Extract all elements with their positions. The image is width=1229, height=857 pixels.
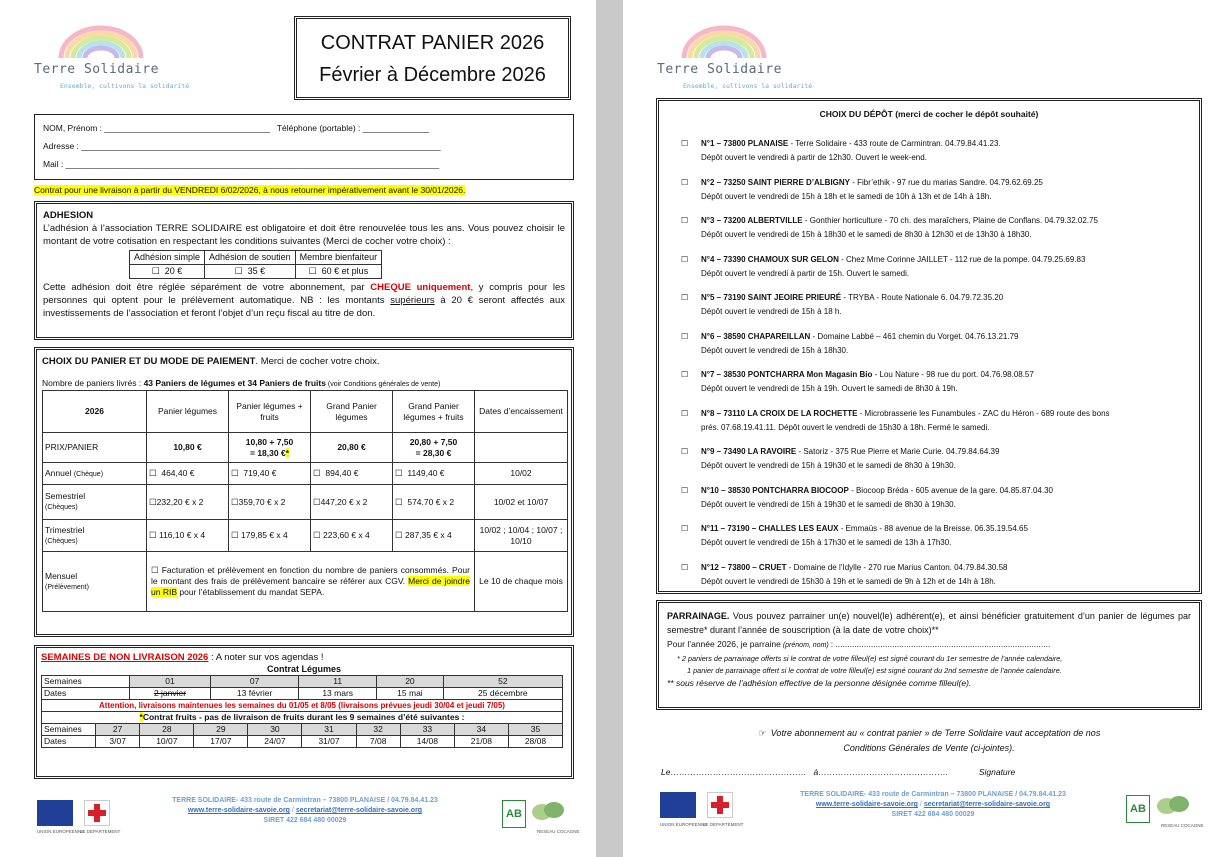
depot-title-line	[701, 484, 1053, 498]
depot-option[interactable]	[681, 445, 1000, 473]
rib-text: Merci de joindre un RIB	[151, 576, 470, 597]
adhesion-price: 35 €	[247, 266, 266, 276]
price-cell: 20,80 €	[311, 433, 393, 463]
parrainage-note2: 1 panier de parrainage offert si le contrat de votre filleul(e) est signé courant du 2nd semestre de l’année calendaire.	[687, 666, 1062, 675]
footer-address: TERRE SOLIDAIRE- 433 route de Carmintran – 73800 PLANAISE / 04.79.84.41.23	[800, 791, 1066, 798]
checkbox-icon[interactable]: ☐	[681, 177, 689, 187]
text-part: (voir Conditions générales de vente)	[325, 381, 441, 388]
depot-title-line	[701, 445, 999, 459]
depot-title: N°11 – 73190 – CHALLES LES EAUX	[701, 524, 839, 533]
date-cell: 3/07	[96, 736, 140, 748]
depot-detail: - Fibr’ethik - 97 rue du marias Sandre. 04.79.62.69.25	[850, 177, 1043, 187]
rainbow-icon	[56, 24, 146, 60]
date-cell: 21/08	[454, 736, 508, 748]
identity-box	[34, 114, 574, 180]
option-cell[interactable]: ☐ 574.70 € x 2	[393, 485, 475, 520]
week-cell: 28	[140, 724, 194, 736]
row-label	[43, 552, 147, 612]
cocagne-caption: RESEAU COCAGNE	[1161, 823, 1204, 828]
col-header: Panier légumes + fruits	[229, 391, 311, 433]
depot-option[interactable]	[681, 368, 1034, 396]
footer-links	[763, 800, 1103, 810]
leaf-icon	[530, 798, 566, 828]
depot-option[interactable]	[681, 137, 1001, 165]
email-link[interactable]: secretariat@terre-solidaire-savoie.org	[923, 801, 1051, 808]
ab-bio-logo: AB	[1126, 795, 1150, 823]
cocagne-logo	[1155, 792, 1191, 822]
text-part: pour l’établissement du mandat SEPA.	[177, 587, 325, 597]
checkbox-icon[interactable]: ☐	[681, 524, 689, 533]
depot-hours: Dépôt ouvert le vendredi de 15h30 à 19h et le samedi de 9h à 12h et de 14h à 18h.	[701, 576, 996, 586]
text-part: 232,20 € x 2	[156, 496, 204, 507]
text-part: Mensuel	[45, 570, 78, 581]
acceptance-line2: Conditions Générales de Vente (ci-jointes).	[843, 743, 1015, 753]
adhesion-payment-text	[43, 281, 565, 320]
depot-option[interactable]	[681, 291, 1004, 319]
adhesion-price: 60 € et plus	[321, 266, 369, 276]
option-cell[interactable]: ☐ 464,40 €	[147, 463, 229, 485]
date-cell: 13 février	[211, 688, 299, 700]
text-part: Annuel	[45, 467, 72, 478]
text-part: 43 Paniers de légumes et 34 Paniers de fruits	[143, 378, 326, 388]
text-part: 359,70 € x 2	[238, 496, 286, 507]
depot-option[interactable]	[681, 253, 1086, 281]
depot-hours: Dépôt ouvert le vendredi de 15h à 19h. Ouvert le samedi de 8h30 à 19h.	[701, 384, 958, 393]
row-label: Semaines	[42, 724, 96, 736]
depot-detail: - Lou Nature - 98 rue du port. 04.76.98.08.57	[872, 370, 1034, 379]
depot-title: N°6 – 38590 CHAPAREILLAN	[701, 331, 811, 341]
savoie-department-logo	[707, 792, 733, 818]
option-cell[interactable]: ☐ 179,85 € x 4	[229, 520, 311, 552]
non-delivery-heading	[41, 652, 567, 663]
veg-weeks-table	[41, 675, 563, 724]
adhesion-option-bienfaiteur[interactable]	[295, 265, 382, 279]
adhesion-box	[34, 201, 574, 340]
checkbox-icon[interactable]: ☐	[681, 447, 689, 456]
adhesion-options-table	[129, 250, 382, 279]
date-cell: 13 mars	[299, 688, 377, 700]
adhesion-heading: ADHESION	[43, 210, 94, 221]
row-label	[43, 463, 147, 485]
text-part: 20,80 + 7,50	[409, 436, 458, 447]
checkbox-icon[interactable]: ☐	[681, 254, 689, 264]
depot-detail: - Domaine Labbé – 461 chemin du Vorget. 04.76.13.21.79	[810, 331, 1019, 341]
week-cell: 32	[356, 724, 400, 736]
depot-hours: Dépôt ouvert le vendredi de 15h à 18 h.	[701, 307, 842, 316]
fruit-title-row	[42, 712, 563, 724]
depot-title: N°3 – 73200 ALBERTVILLE	[701, 216, 803, 225]
checkbox-icon[interactable]: ☐	[151, 266, 160, 276]
left-page	[0, 0, 596, 857]
veg-title: Contrat Légumes	[266, 664, 341, 674]
footer-links	[140, 806, 470, 816]
col-header: Grand Panier légumes	[311, 391, 393, 433]
week-cell: 29	[194, 724, 248, 736]
footer-siret: SIRET 422 684 480 00029	[891, 811, 975, 818]
text-part: (Chèques)	[45, 504, 78, 511]
text-part: 10,80 + 7,50	[245, 436, 294, 447]
option-cell[interactable]: ☐ 894,40 €	[311, 463, 393, 485]
depot-title: N°7 – 38530 PONTCHARRA Mon Magasin Bio	[701, 370, 873, 379]
depot-hours: Dépôt ouvert le vendredi de 15h à 18h et le samedi de 10h à 13h et de 14h à 18h.	[701, 191, 992, 201]
date-cell: 10/07	[140, 736, 194, 748]
contract-title: CONTRAT PANIER 2026	[320, 32, 545, 54]
text-part: (Prélèvement)	[45, 583, 89, 591]
option-cell[interactable]: ☐359,70 € x 2	[229, 485, 311, 520]
parrainage-text	[667, 609, 1191, 637]
text-part: /	[289, 807, 296, 814]
week-cell: 01	[130, 676, 211, 688]
date-cell: 31/07	[302, 736, 356, 748]
dates-cell: Le 10 de chaque mois	[475, 552, 568, 612]
adhesion-option-label: Adhésion de soutien	[205, 251, 296, 265]
checkbox-icon[interactable]: ☐	[681, 293, 689, 302]
row-label: Semaines	[42, 676, 130, 688]
depot-title-line	[701, 330, 1018, 344]
text-part: Contrat fruits - pas de livraison de fruits durant les 9 semaines d’été suivantes :	[142, 712, 465, 722]
price-cell: 10,80 €	[147, 433, 229, 463]
row-label	[43, 485, 147, 520]
depot-title: N°4 – 73390 CHAMOUX SUR GELON	[701, 254, 839, 264]
week-cell: 52	[443, 676, 562, 688]
cocagne-caption: RESEAU COCAGNE	[537, 829, 580, 834]
acceptance-text	[656, 726, 1202, 756]
depot-title-line	[701, 253, 1085, 267]
terre-solidaire-logo	[653, 24, 813, 94]
checkbox-icon[interactable]: ☐	[681, 408, 689, 418]
week-cell: 07	[211, 676, 299, 688]
depot-option[interactable]	[681, 407, 1110, 435]
footer-left	[140, 796, 470, 826]
payment-box	[34, 347, 574, 637]
depot-detail: - Gonthier horticulture - 70 ch. des maraîchers, Plaine de Conflans. 04.79.32.02.75	[802, 216, 1098, 225]
depot-hours: Dépôt ouvert le vendredi de 15h à 19h30 et le samedi de 8h30 à 19h30.	[701, 499, 956, 509]
depot-detail: - Emmaüs - 88 avenue de la Breisse. 06.35.19.54.65	[838, 524, 1028, 533]
date-cell: 2 janvier	[130, 688, 211, 700]
text-part: supérieurs	[390, 295, 435, 306]
week-cell: 11	[299, 676, 377, 688]
week-cell: 35	[508, 724, 562, 736]
adhesion-option-simple[interactable]	[130, 265, 205, 279]
depot-detail: - Chez Mme Corinne JAILLET - 112 rue de la pompe. 04.79.25.69.83	[838, 254, 1086, 264]
col-header-year: 2026	[43, 391, 147, 433]
adhesion-text: L’adhésion à l’association TERRE SOLIDAIRE est obligatoire et doit être renouvelée tous les ans. Vous pouvez choisir le montant de votre cotisation en respectant les conditions suivantes (Merci de cocher votre choix) :	[43, 223, 565, 247]
text-part: : A noter sur vos agendas !	[208, 652, 324, 663]
text-part: SEMAINES DE NON LIVRAISON 2026	[41, 652, 209, 663]
depot-option[interactable]	[681, 561, 1008, 589]
checkbox-icon[interactable]: ☐	[681, 331, 689, 341]
footer-right	[763, 790, 1103, 820]
depot-title-line	[701, 137, 1001, 151]
eu-flag-logo	[37, 800, 73, 826]
depot-title: N°12 – 73800 – CRUET	[701, 562, 787, 572]
dates-cell: 10/02 et 10/07	[475, 485, 568, 520]
depot-title-line	[701, 368, 1034, 382]
col-header: Panier légumes	[147, 391, 229, 433]
depot-detail: - TRYBA - Route Nationale 6. 04.79.72.35.20	[841, 293, 1004, 302]
checkbox-icon[interactable]: ☐	[308, 266, 317, 276]
parrainage-note1: * 2 paniers de parrainage offerts si le contrat de votre filleul(e) est signé courant du 1er semestre de l’année calendaire,	[677, 654, 1063, 663]
depot-detail: - Domaine de l’Idylle - 270 rue Marius Canton. 04.79.84.30.58	[786, 562, 1008, 572]
depot-hours: Dépôt ouvert le vendredi de 15h à 19h30 et le samedi de 8h30 à 19h30.	[701, 461, 956, 470]
dates-cell: 10/02 ; 10/04 ; 10/07 ; 10/10	[475, 520, 568, 552]
empty-cell	[475, 433, 568, 463]
checkbox-icon[interactable]: ☐	[681, 216, 689, 225]
text-part: à 20 € seront affectés aux investissements de l’association et feront l’objet d’un reçu fiscal au titre de don.	[43, 295, 565, 319]
text-part: = 18,30 €	[250, 447, 286, 458]
text-part: (Chèques)	[45, 537, 78, 545]
text-part: /	[917, 801, 924, 808]
col-header: Grand Panier légumes + fruits	[393, 391, 475, 433]
mail-field[interactable]: Mail : _______________________________________________________________________________	[43, 159, 440, 169]
text-part: (Chèque)	[73, 470, 104, 478]
brand-tagline: Ensemble, cultivons la solidarité	[60, 82, 190, 90]
dates-cell: 10/02	[475, 463, 568, 485]
option-cell[interactable]: ☐ 719,40 €	[229, 463, 311, 485]
terre-solidaire-logo	[30, 24, 190, 94]
website-link[interactable]: www.terre-solidaire-savoie.org	[187, 807, 290, 814]
depot-hours: Dépôt ouvert le vendredi de 15h à 18h30.	[701, 345, 849, 355]
depot-hours: Dépôt ouvert le vendredi de 15h à 17h30 et le samedi de 13h à 17h30.	[701, 538, 952, 547]
adhesion-option-label: Membre bienfaiteur	[295, 251, 382, 265]
contract-notice: Contrat pour une livraison à partir du VENDREDI 6/02/2026, à nous retourner impérativement avant le 30/01/2026.	[34, 185, 466, 195]
parrainage-box	[656, 600, 1202, 710]
depot-title-line	[701, 522, 1028, 536]
depots-heading: CHOIX DU DÉPÔT (merci de cocher le dépôt souhaité)	[819, 109, 1039, 119]
payment-table	[42, 390, 568, 612]
non-delivery-box	[34, 645, 574, 779]
checkbox-icon[interactable]: ☐	[681, 139, 689, 148]
depot-title: N°9 – 73490 LA RAVOIRE	[701, 447, 797, 456]
signature-line[interactable]: Le………………………………………… à………………………………………. Signature	[661, 767, 1016, 777]
email-link[interactable]: secretariat@terre-solidaire-savoie.org	[295, 807, 423, 814]
text-part: 894,40 €	[325, 468, 359, 478]
price-cell	[393, 433, 475, 463]
option-cell[interactable]: ☐447,20 € x 2	[311, 485, 393, 520]
week-cell: 27	[96, 724, 140, 736]
adhesion-price: 20 €	[164, 266, 183, 276]
acceptance-line1	[656, 726, 1202, 741]
depot-option[interactable]	[681, 330, 1019, 358]
text-part: 287,35 € x 4	[404, 530, 452, 540]
text-part: : ...........................................................................................	[830, 639, 1051, 649]
row-label: Dates	[42, 688, 130, 700]
eu-caption: UNION EUROPEENNE	[660, 822, 708, 827]
checkbox-icon[interactable]: ☐	[681, 562, 689, 572]
week-cell: 30	[248, 724, 302, 736]
cheque-only-text: CHEQUE uniquement	[370, 282, 471, 293]
footer-address: TERRE SOLIDAIRE- 433 route de Carmintran – 73800 PLANAISE / 04.79.84.41.23	[172, 797, 438, 804]
depot-hours: Dépôt ouvert le vendredi à partir de 15h. Ouvert le samedi.	[701, 268, 910, 278]
eu-caption: UNION EUROPEENNE	[37, 829, 85, 834]
week-cell: 34	[454, 724, 508, 736]
depot-title-line	[701, 214, 1098, 228]
basket-count	[42, 378, 566, 388]
checkbox-icon[interactable]: ☐	[681, 370, 689, 379]
date-cell: 15 mai	[377, 688, 444, 700]
text-part: 574.70 € x 2	[407, 496, 455, 507]
right-page	[623, 0, 1229, 857]
name-phone-field[interactable]: NOM, Prénom : ___________________________________ Téléphone (portable) : ______________	[43, 123, 429, 133]
text-part: Pour l’année 2026, je parraine	[667, 639, 781, 649]
depot-option[interactable]	[681, 522, 1028, 550]
depot-option[interactable]	[681, 176, 1043, 204]
address-field[interactable]: Adresse : ____________________________________________________________________________	[43, 141, 441, 151]
depot-title-line	[701, 407, 1110, 421]
option-cell[interactable]: ☐ 223,60 € x 4	[311, 520, 393, 552]
depot-option[interactable]	[681, 214, 1098, 242]
adhesion-option-label: Adhésion simple	[130, 251, 205, 265]
depot-hours: prés. 07.68.19.41.11. Dépôt ouvert le vendredi de 15h30 à 18h. Fermé le samedi.	[701, 422, 990, 432]
savoie-department-logo	[84, 800, 110, 826]
depot-detail: - Satoriz - 375 Rue Pierre et Marie Curie. 04.79.84.64.39	[796, 447, 1000, 456]
leaf-icon	[1155, 792, 1191, 822]
checkbox-icon[interactable]: ☐	[681, 485, 689, 495]
depot-hours: Dépôt ouvert le vendredi de 15h à 18h30 et le samedi de 8h30 à 12h30 et de 13h30 à 18h30.	[701, 230, 1032, 239]
depot-title-line	[701, 561, 1007, 575]
date-cell: 17/07	[194, 736, 248, 748]
text-part: 447,20 € x 2	[320, 496, 368, 507]
text-part: Semestriel	[45, 491, 86, 501]
row-label-price: PRIX/PANIER	[43, 433, 147, 463]
date-cell: 24/07	[248, 736, 302, 748]
week-cell: 31	[302, 724, 356, 736]
row-label: Dates	[42, 736, 96, 748]
text-part: Trimestriel	[45, 524, 85, 535]
text-part: Cette adhésion doit être réglée séparément de votre abonnement, par	[43, 282, 371, 293]
eu-flag-logo	[660, 792, 696, 818]
depot-title: N°1 – 73800 PLANAISE	[701, 139, 789, 148]
option-cell[interactable]: ☐ 1149,40 €	[393, 463, 475, 485]
text-part: 223,60 € x 4	[322, 530, 370, 540]
depot-title-line	[701, 291, 1003, 305]
savoie-caption: LE DEPARTEMENT	[703, 822, 744, 827]
mensuel-option-cell[interactable]: ☐ Facturation et prélèvement en fonction du nombre de paniers consommés. Pour le montant des frais de prélèvement bancaire se référer aux CGV. Merci de joindre un RIB pour l’établissement du mandat SEPA.	[147, 552, 475, 612]
fruit-weeks-table	[41, 723, 563, 748]
text-part: Votre abonnement au « contrat panier » de Terre Solidaire vaut acceptation de nos	[770, 728, 1101, 738]
depot-detail: - Microbrasserie les Funambules - ZAC du Héron - 689 route des bons	[857, 408, 1110, 418]
savoie-caption: LE DEPARTEMENT	[80, 829, 121, 834]
depot-hours: Dépôt ouvert le vendredi à partir de 12h30. Ouvert le week-end.	[701, 153, 927, 162]
text-part: 179,85 € x 4	[240, 530, 288, 540]
parrainage-note3: ** sous réserve de l’adhésion effective de la personne désignée comme filleul(e).	[667, 678, 972, 688]
depot-title: N°2 – 73250 SAINT PIERRE D’ALBIGNY	[701, 177, 851, 187]
week-cell: 20	[377, 676, 444, 688]
footer-siret: SIRET 422 684 480 00029	[263, 817, 347, 824]
text-part: PARRAINAGE.	[667, 611, 730, 621]
text-part: 719,40 €	[243, 468, 277, 478]
cocagne-logo	[530, 798, 566, 828]
text-part: = 28,30 €	[415, 447, 452, 458]
depot-detail: - Terre Solidaire - 433 route de Carmintran. 04.79.84.41.23.	[788, 139, 1001, 148]
date-cell: 25 décembre	[443, 688, 562, 700]
text-part: Nombre de paniers livrés :	[42, 378, 144, 388]
contract-title-box	[294, 16, 571, 100]
price-cell	[229, 433, 311, 463]
payment-heading-suffix: . Merci de cocher votre choix.	[255, 356, 380, 367]
hand-pointer-icon: ☞	[757, 728, 766, 738]
text-part: *	[285, 447, 289, 458]
adhesion-option-soutien[interactable]	[205, 265, 296, 279]
depots-box	[656, 98, 1202, 594]
text-part: 116,10 € x 4	[158, 530, 206, 540]
col-header: Dates d’encaissement	[475, 391, 568, 433]
text-part: 1149,40 €	[407, 468, 445, 478]
attention-row: Attention, livraisons maintenues les semaines du 01/05 et 8/05 (livraisons prévues jeudi 30/04 et jeudi 7/05)	[42, 700, 563, 712]
payment-heading	[42, 356, 566, 367]
brand-name: Terre Solidaire	[657, 62, 782, 77]
text-part: Facturation et prélèvement en fonction du nombre de paniers consommés. Pour le montant des frais de prélèvement bancaire se référer aux CGV.	[151, 565, 470, 586]
depot-option[interactable]	[681, 484, 1053, 512]
option-cell[interactable]: ☐232,20 € x 2	[147, 485, 229, 520]
brand-tagline: Ensemble, cultivons la solidarité	[683, 82, 813, 90]
text-part: (prénom, nom)	[780, 642, 831, 649]
parrainage-field[interactable]	[667, 637, 1191, 653]
payment-heading-bold: CHOIX DU PANIER ET DU MODE DE PAIEMENT	[42, 356, 256, 367]
date-cell: 28/08	[508, 736, 562, 748]
contract-period: Février à Décembre 2026	[319, 64, 546, 86]
text-part: , y compris pour les personnes qui optent pour le prélèvement automatique. NB : les montants	[43, 282, 565, 306]
website-link[interactable]: www.terre-solidaire-savoie.org	[815, 801, 918, 808]
depot-title: N°5 – 73190 SAINT JEOIRE PRIEURÉ	[701, 293, 842, 302]
depot-title: N°8 – 73110 LA CROIX DE LA ROCHETTE	[701, 408, 858, 418]
date-cell: 7/08	[356, 736, 400, 748]
date-cell: 14/08	[400, 736, 454, 748]
option-cell[interactable]: ☐ 116,10 € x 4	[147, 520, 229, 552]
depot-detail: - Biocoop Bréda - 605 avenue de la gare. 04.85.87.04.30	[848, 485, 1053, 495]
week-cell: 33	[400, 724, 454, 736]
option-cell[interactable]: ☐ 287,35 € x 4	[393, 520, 475, 552]
checkbox-icon[interactable]: ☐	[234, 266, 243, 276]
text-part: 464,40 €	[161, 468, 195, 478]
text-part: *	[139, 712, 143, 722]
brand-name: Terre Solidaire	[34, 62, 159, 77]
row-label	[43, 520, 147, 552]
depot-title: N°10 – 38530 PONTCHARRA BIOCOOP	[701, 485, 849, 495]
depot-title-line	[701, 176, 1043, 190]
ab-bio-logo: AB	[502, 800, 526, 828]
rainbow-icon	[679, 24, 769, 60]
text-part: Vous pouvez parrainer un(e) nouvel(le) adhérent(e), et ainsi bénéficier gratuitement d’un panier de légumes par semestre* durant l’année de souscription (à la date de votre choix)**	[667, 611, 1191, 635]
